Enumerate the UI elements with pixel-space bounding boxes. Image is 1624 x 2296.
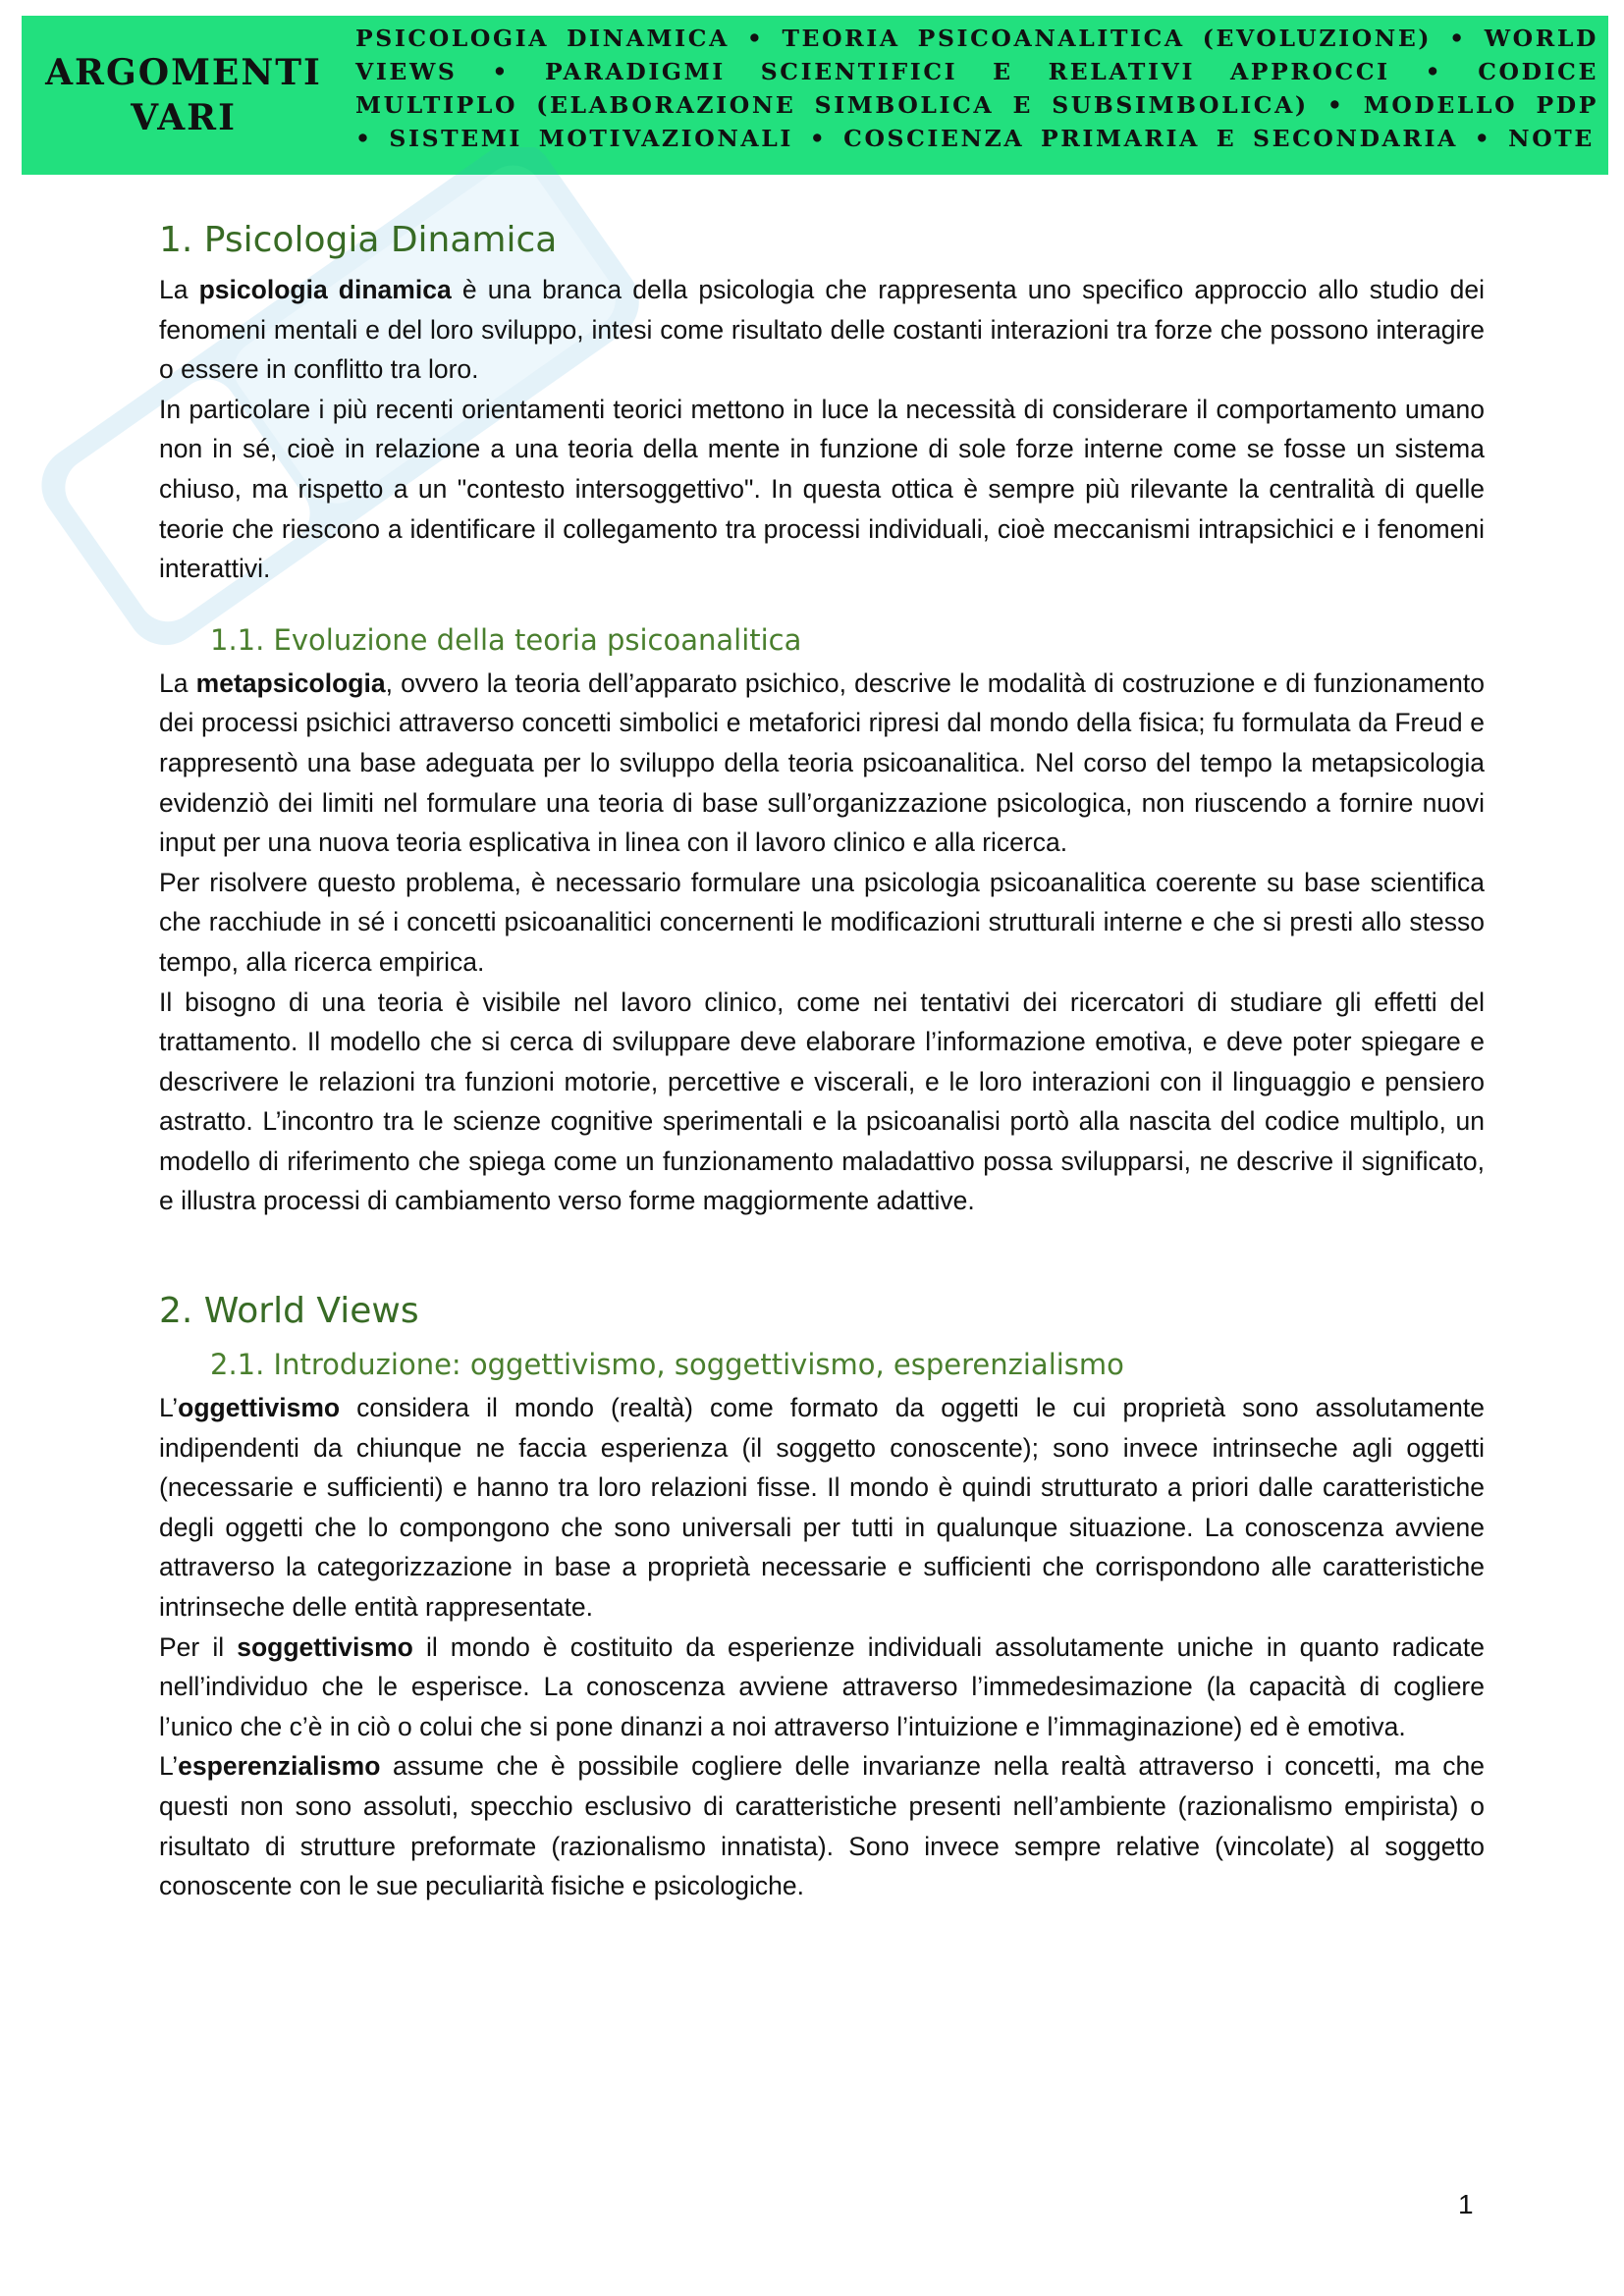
section-2-1-paragraph-3 (159, 1746, 1485, 1905)
section-2-title: 2. World Views (159, 1291, 419, 1332)
bold-term: psicologia dinamica (198, 275, 452, 304)
text-run: L’ (159, 1751, 179, 1782)
bold-term: oggettivismo (178, 1393, 341, 1423)
section-1-paragraph-2: In particolare i più recenti orientamenti teorici mettono in luce la necessità di considerare il comportamento umano non in sé, cioè in relazione a una teoria della mente in funzione di sole forze interne come se fosse un sistema chiuso, ma rispetto a un "contesto intersoggettivo". In questa ottica è sempre più rilevante la centralità di quelle teorie che riescono a identificare il collegamento tra processi individuali, cioè meccanismi intrapsichici e i fenomeni interattivi. (159, 394, 1485, 584)
text-run: L’ (159, 1393, 179, 1423)
header-category-line1: ARGOMENTI (45, 52, 322, 93)
page-number: 1 (1458, 2189, 1474, 2219)
bold-term: esperenzialismo (178, 1751, 381, 1782)
section-2-1-paragraph-2 (159, 1628, 1485, 1747)
page-header (22, 16, 1608, 175)
header-topics: PSICOLOGIA DINAMICA • TEORIA PSICOANALITICA (EVOLUZIONE) • WORLD VIEWS • PARADIGMI SCIENTIFICI E RELATIVI APPROCCI • CODICE MULTIPLO (ELABORAZIONE SIMBOLICA E SUBSIMBOLICA) • MODELLO PDP • SISTEMI MOTIVAZIONALI • COSCIENZA PRIMARIA E SECONDARIA • NOTE (355, 25, 1598, 152)
text-run: La (159, 275, 199, 304)
section-1-1-title: 1.1. Evoluzione della teoria psicoanalitica (210, 622, 802, 657)
text-run: assume che è possibile cogliere delle invarianze nella realtà attraverso i concetti, ma che questi non sono assoluti, specchio esclusivo di caratteristiche presenti nell’ambiente (razionalismo empirista) o risultato di strutture preformate (razionalismo innatista). Sono invece sempre relative (vincolate) al soggetto conoscente con le sue peculiarità fisiche e psicologiche. (159, 1751, 1485, 1901)
text-run: Per il (159, 1631, 238, 1662)
text-run: La (159, 667, 196, 698)
section-1-title: 1. Psicologia Dinamica (159, 220, 558, 260)
text-run: il mondo è costituito da esperienze individuali assolutamente uniche in quanto radicate nell’individuo che le esperisce. La conoscenza avviene attraverso l’immedesimazione (la capacità di cogliere l’unico che c’è in ciò o colui che si pone dinanzi a noi attraverso l’intuizione e l’immaginazione) ed è emotiva. (159, 1631, 1485, 1741)
document-body (159, 211, 1485, 1906)
text-run: è una branca della psicologia che rappresenta uno specifico approccio allo studio dei fenomeni mentali e del loro sviluppo, intesi come risultato delle costanti interazioni tra forze che possono interagire o essere in conflitto tra loro. (159, 275, 1485, 385)
section-2-1-paragraph-1 (159, 1388, 1485, 1628)
header-category-line2: VARI (131, 97, 237, 138)
text-run: , ovvero la teoria dell’apparato psichico, descrive le modalità di costruzione e di funzionamento dei processi psichici attraverso concetti simbolici e metaforici ripresi dal mondo della fisica; fu formulata da Freud e rappresentò una base adeguata per lo sviluppo della teoria psicoanalitica. Nel corso del tempo la metapsicologia evidenziò dei limiti nel formulare una teoria di base sull’organizzazione psicologica, non riuscendo a fornire nuovi input per una nuova teoria esplicativa in linea con il lavoro clinico e alla ricerca. (159, 667, 1486, 858)
bold-term: metapsicologia (195, 667, 386, 698)
section-1-1-paragraph-1 (159, 664, 1485, 863)
section-1-paragraph-1 (159, 270, 1485, 390)
section-1-1-paragraph-2: Per risolvere questo problema, è necessario formulare una psicologia psicoanalitica coerente su base scientifica che racchiude in sé i concetti psicoanalitici concernenti le modificazioni strutturali interne e che si presti allo stesso tempo, alla ricerca empirica. (159, 867, 1485, 977)
section-2-1-title: 2.1. Introduzione: oggettivismo, soggettivismo, esperenzialismo (210, 1348, 1124, 1382)
text-run: considera il mondo (realtà) come formato da oggetti le cui proprietà sono assolutamente indipendenti da chiunque ne faccia esperienza (il soggetto conoscente); sono invece intrinseche agli oggetti (necessarie e sufficienti) e hanno tra loro relazioni fisse. Il mondo è quindi strutturato a priori dalle caratteristiche degli oggetti che lo compongono che sono universali per tutti in qualunque situazione. La conoscenza avviene attraverso la categorizzazione in base a proprietà necessarie e sufficienti che corrispondono alle caratteristiche intrinseche delle entità rappresentate. (159, 1393, 1485, 1623)
header-category (22, 16, 346, 175)
section-1-1-paragraph-3: Il bisogno di una teoria è visibile nel lavoro clinico, come nei tentativi dei ricercatori di studiare gli effetti del trattamento. Il modello che si cerca di sviluppare deve elaborare l’informazione emotiva, e deve poter spiegare e descrivere le relazioni tra funzioni motorie, percettive e viscerali, e le loro interazioni con il linguaggio e pensiero astratto. L’incontro tra le scienze cognitive sperimentali e la psicoanalisi portò alla nascita del codice multiplo, un modello di riferimento che spiega come un funzionamento maladattivo possa svilupparsi, ne descrive il significato, e illustra processi di cambiamento verso forme maggiormente adattive. (159, 987, 1485, 1216)
bold-term: soggettivismo (237, 1631, 413, 1662)
